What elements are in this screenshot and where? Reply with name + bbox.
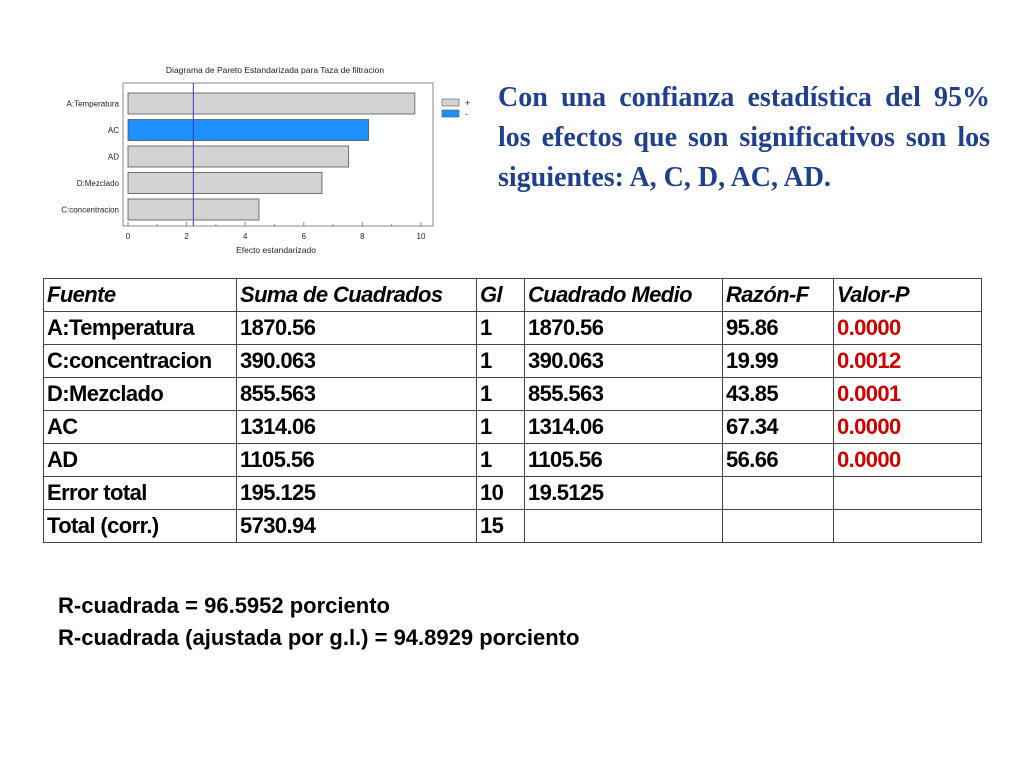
bar-ac	[128, 120, 369, 141]
p-value-cell	[834, 477, 982, 510]
table-cell: 56.66	[723, 444, 834, 477]
x-tick-label: 8	[360, 232, 365, 241]
table-cell: 855.563	[525, 378, 723, 411]
table-cell: AC	[44, 411, 237, 444]
table-cell: 19.5125	[525, 477, 723, 510]
table-cell: A:Temperatura	[44, 312, 237, 345]
table-cell: 1105.56	[525, 444, 723, 477]
table-row	[44, 444, 982, 477]
column-header: Cuadrado Medio	[525, 279, 723, 312]
x-axis-label: Efecto estandarizado	[236, 245, 316, 255]
column-header: Gl	[477, 279, 525, 312]
table-cell: 390.063	[525, 345, 723, 378]
table-cell: 1	[477, 378, 525, 411]
r-squared-summary	[58, 590, 579, 654]
p-value-cell: 0.0000	[834, 444, 982, 477]
table-cell	[723, 477, 834, 510]
column-header: Razón-F	[723, 279, 834, 312]
category-label: AC	[107, 126, 119, 135]
table-cell: 195.125	[237, 477, 477, 510]
table-cell: Error total	[44, 477, 237, 510]
x-tick-label: 6	[301, 232, 307, 241]
table-cell: 1	[477, 444, 525, 477]
table-row	[44, 510, 982, 543]
chart-legend	[442, 98, 470, 119]
category-label: A:Temperatura	[66, 99, 119, 109]
x-tick-label: 4	[242, 232, 248, 241]
table-cell: 15	[477, 510, 525, 543]
x-tick-label: 10	[416, 232, 426, 241]
bar-d-mezclado	[128, 173, 322, 194]
table-cell	[525, 510, 723, 543]
bars-group	[128, 93, 415, 220]
column-header: Suma de Cuadrados	[237, 279, 477, 312]
r-squared-line: R-cuadrada = 96.5952 porciento	[58, 593, 390, 618]
column-header: Valor-P	[834, 279, 982, 312]
table-cell: D:Mezclado	[44, 378, 237, 411]
table-cell: AD	[44, 444, 237, 477]
table-cell: 10	[477, 477, 525, 510]
table-body	[44, 312, 982, 543]
table-cell: 95.86	[723, 312, 834, 345]
table-cell	[723, 510, 834, 543]
table-row	[44, 312, 982, 345]
pareto-chart-svg	[40, 56, 480, 268]
category-label: D:Mezclado	[76, 179, 119, 188]
anova-table	[43, 278, 982, 543]
table-cell: C:concentracion	[44, 345, 237, 378]
category-labels	[61, 100, 119, 215]
table-cell: 67.34	[723, 411, 834, 444]
conclusion-text: Con una confianza estadística del 95% los efectos que son significativos son los siguientes: A, C, D, AC, AD.	[498, 82, 990, 193]
table-cell: 1314.06	[237, 411, 477, 444]
p-value-cell: 0.0000	[834, 312, 982, 345]
table-cell: 1	[477, 312, 525, 345]
table-cell: 1	[477, 411, 525, 444]
table-row	[44, 477, 982, 510]
p-value-cell: 0.0012	[834, 345, 982, 378]
legend-label: -	[465, 109, 468, 119]
table-cell: 1314.06	[525, 411, 723, 444]
p-value-cell: 0.0001	[834, 378, 982, 411]
table-cell: 1870.56	[237, 312, 477, 345]
table-cell: 19.99	[723, 345, 834, 378]
table-cell: 1	[477, 345, 525, 378]
table-header-row	[44, 279, 982, 312]
bar-a-temperatura	[128, 93, 415, 114]
table-row	[44, 378, 982, 411]
x-axis-ticks	[126, 222, 426, 241]
table-cell: 855.563	[237, 378, 477, 411]
table-cell: 390.063	[237, 345, 477, 378]
x-tick-label: 0	[125, 232, 131, 241]
table-row	[44, 411, 982, 444]
x-tick-label: 2	[184, 232, 189, 241]
table-cell: 1105.56	[237, 444, 477, 477]
p-value-cell: 0.0000	[834, 411, 982, 444]
legend-swatch	[442, 99, 459, 106]
bar-ad	[128, 146, 349, 167]
r-squared-adjusted-line: R-cuadrada (ajustada por g.l.) = 94.8929 porciento	[58, 625, 580, 650]
table-cell: Total (corr.)	[44, 510, 237, 543]
legend-label: +	[465, 98, 471, 108]
pareto-chart	[40, 56, 480, 268]
table-cell: 5730.94	[237, 510, 477, 543]
category-label: C:concentracion	[61, 205, 119, 215]
table-cell: 43.85	[723, 378, 834, 411]
category-label: AD	[107, 152, 119, 162]
p-value-cell	[834, 510, 982, 543]
legend-swatch	[442, 110, 459, 117]
table-cell: 1870.56	[525, 312, 723, 345]
column-header: Fuente	[44, 279, 237, 312]
table-row	[44, 345, 982, 378]
chart-title: Diagrama de Pareto Estandarizada para Taza de filtracion	[165, 65, 385, 75]
